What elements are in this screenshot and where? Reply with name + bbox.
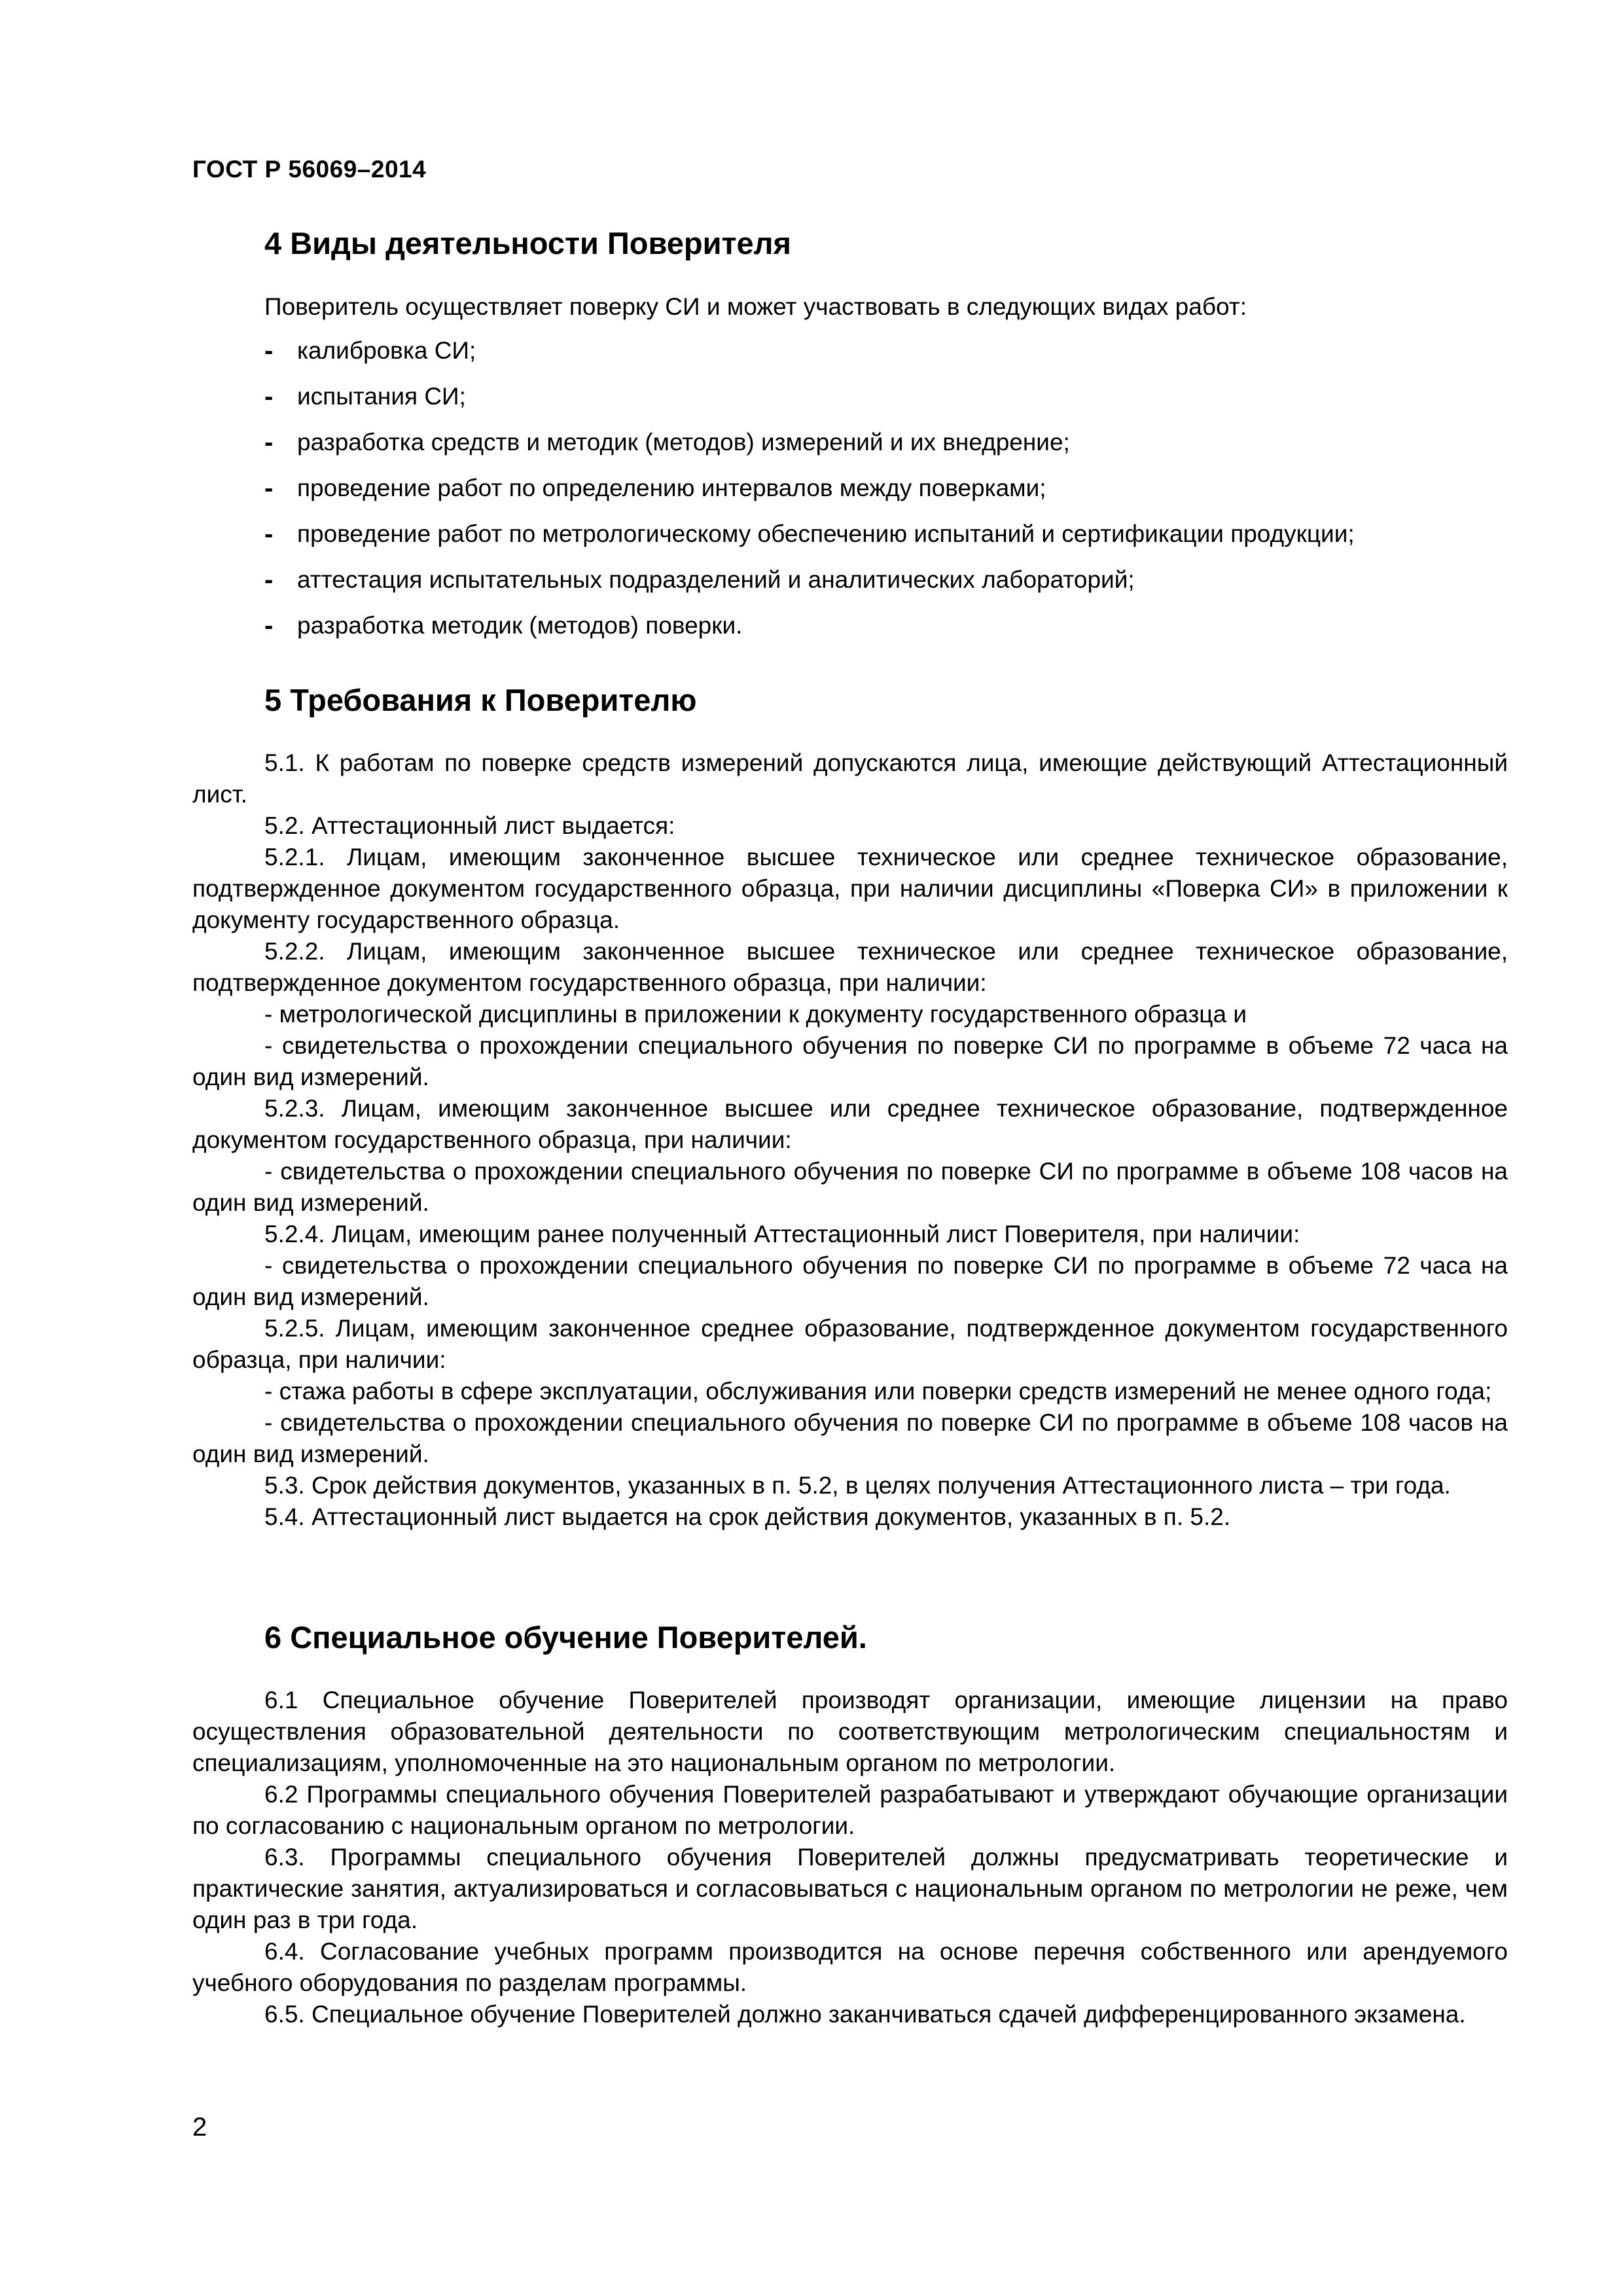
section-6 [192, 1618, 1508, 2030]
dash-bullet: - [264, 565, 274, 594]
paragraph: 6.2 Программы специального обучения Поверителей разрабатывают и утверждают обучающие организации по согласованию с национальным органом по метрологии. [192, 1781, 1508, 1839]
list-item-text: проведение работ по метрологическому обеспечению испытаний и сертификации продукции; [297, 520, 1355, 547]
list-item [192, 380, 1508, 413]
paragraph: 5.4. Аттестационный лист выдается на срок действия документов, указанных в п. 5.2. [264, 1503, 1231, 1530]
activity-list [192, 334, 1508, 642]
list-item-text: испытания СИ; [297, 383, 466, 410]
paragraph: 6.5. Специальное обучение Поверителей должно заканчиваться сдачей дифференцированного экзамена. [264, 2001, 1466, 2028]
list-item [192, 609, 1508, 642]
section-4 [192, 224, 1508, 655]
list-item-text: аттестация испытательных подразделений и аналитических лабораторий; [297, 566, 1135, 593]
paragraph: 5.1. К работам по поверке средств измерений допускаются лица, имеющие действующий Аттестационный лист. [192, 749, 1508, 808]
page-number: 2 [192, 2113, 207, 2142]
dash-bullet: - [264, 382, 274, 411]
paragraph: - свидетельства о прохождении специального обучения по поверке СИ по программе в объеме 72 часа на один вид измерений. [192, 1032, 1508, 1090]
dash-bullet: - [264, 520, 274, 548]
section-5 [192, 681, 1508, 1533]
paragraph: 5.2.1. Лицам, имеющим законченное высшее техническое или среднее техническое образование, подтвержденное документом государственного образца, при наличии дисциплины «Поверка СИ» в приложении к документу государственного образца. [192, 844, 1508, 933]
paragraph: - метрологической дисциплины в приложении к документу государственного образца и [264, 1001, 1247, 1028]
list-item [192, 334, 1508, 367]
section-6-title: 6 Специальное обучение Поверителей. [264, 1620, 867, 1655]
paragraph: 5.2.2. Лицам, имеющим законченное высшее техническое или среднее техническое образование, подтвержденное документом государственного образца, при наличии: [192, 938, 1508, 996]
list-item-text: проведение работ по определению интервалов между поверками; [297, 475, 1046, 501]
document-id: ГОСТ Р 56069–2014 [192, 156, 427, 183]
paragraph: - свидетельства о прохождении специального обучения по поверке СИ по программе в объеме 108 часов на один вид измерений. [192, 1409, 1508, 1467]
paragraph: 5.2.3. Лицам, имеющим законченное высшее или среднее техническое образование, подтвержденное документом государственного образца, при наличии: [192, 1095, 1508, 1153]
paragraph: 5.2. Аттестационный лист выдается: [264, 812, 675, 839]
list-item [192, 564, 1508, 596]
paragraph: - свидетельства о прохождении специального обучения по поверке СИ по программе в объеме 108 часов на один вид измерений. [192, 1158, 1508, 1216]
section-5-body [192, 747, 1508, 1533]
list-item-text: калибровка СИ; [297, 337, 476, 364]
section-6-body [192, 1685, 1508, 2030]
paragraph: 5.2.5. Лицам, имеющим законченное среднее образование, подтвержденное документом государственного образца, при наличии: [192, 1315, 1508, 1373]
paragraph: 6.1 Специальное обучение Поверителей производят организации, имеющие лицензии на право осуществления образовательной деятельности по соответствующим метрологическим специальностям и специализациям, уполномоченные на это национальным органом по метрологии. [192, 1687, 1508, 1776]
paragraph: - свидетельства о прохождении специального обучения по поверке СИ по программе в объеме 72 часа на один вид измерений. [192, 1252, 1508, 1310]
section-4-title: 4 Виды деятельности Поверителя [264, 226, 791, 260]
list-item [192, 518, 1508, 550]
section-5-title: 5 Требования к Поверителю [264, 683, 697, 717]
list-item-text: разработка средств и методик (методов) измерений и их внедрение; [297, 429, 1070, 456]
list-item [192, 472, 1508, 505]
list-item [192, 426, 1508, 459]
dash-bullet: - [264, 611, 274, 640]
paragraph: 6.4. Согласование учебных программ производится на основе перечня собственного или арендуемого учебного оборудования по разделам программы. [192, 1938, 1508, 1996]
section-4-intro: Поверитель осуществляет поверку СИ и может участвовать в следующих видах работ: [264, 293, 1247, 320]
paragraph: 6.3. Программы специального обучения Поверителей должны предусматривать теоретические и практические занятия, актуализироваться и согласовываться с национальным органом по метрологии не реже, чем один раз в три года. [192, 1844, 1508, 1933]
dash-bullet: - [264, 336, 274, 365]
paragraph: 5.3. Срок действия документов, указанных в п. 5.2, в целях получения Аттестационного листа – три года. [264, 1472, 1451, 1499]
dash-bullet: - [264, 428, 274, 457]
paragraph: - стажа работы в сфере эксплуатации, обслуживания или поверки средств измерений не менее одного года; [264, 1378, 1492, 1405]
list-item-text: разработка методик (методов) поверки. [297, 612, 743, 639]
paragraph: 5.2.4. Лицам, имеющим ранее полученный Аттестационный лист Поверителя, при наличии: [264, 1221, 1300, 1247]
dash-bullet: - [264, 474, 274, 503]
